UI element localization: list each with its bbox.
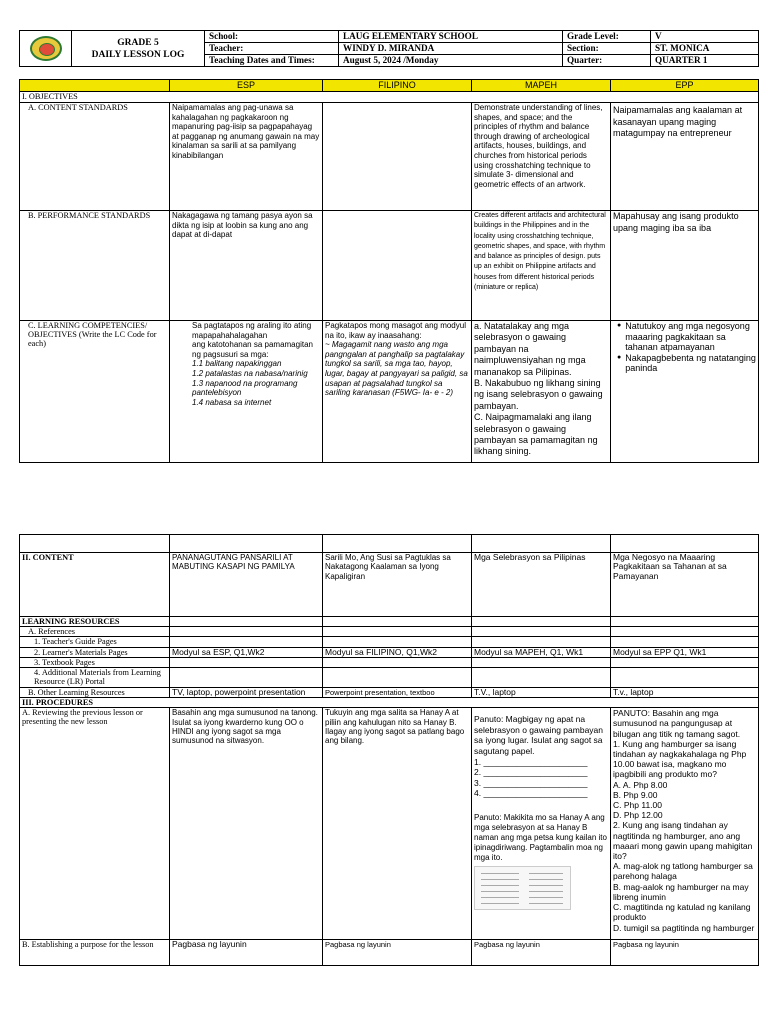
blank-cell [323, 617, 472, 627]
performance-standards-esp: Nakagagawa ng tamang pasya ayon sa dikta ng isip at loobin sa kung ano ang dapat at di-dapat [170, 211, 323, 321]
blank-cell [611, 627, 759, 637]
teacher-value: WINDY D. MIRANDA [339, 43, 563, 55]
performance-standards-label: B. PERFORMANCE STANDARDS [20, 211, 170, 321]
content-label: II. CONTENT [20, 553, 170, 617]
other-filipino: Powerpoint presentation, textboo [323, 687, 472, 697]
review-filipino: Tukuyin ang mga salita sa Hanay A at piliin ang kahulugan nito sa Hanay B. Ilagay ang iyong sagot sa patlang bago ang bilang. [323, 708, 472, 940]
blank-cell [611, 658, 759, 668]
epp-review-line: 2. Kung ang isang tindahan ay nagtitinda ng hamburger, ano ang maaari mong gawin upang mahigitan ito? [613, 820, 753, 862]
teacher-label: Teacher: [205, 43, 339, 55]
performance-standards-epp: Mapahusay ang isang produkto upang maging iba sa iba [611, 211, 759, 321]
mapeh-review-intro: Panuto: Magbigay ng apat na selebrasyon o gawaing pambayan sa iyong lugar. Isulat ang sagot sa sagutang papel. [474, 714, 604, 757]
blank-cell [472, 627, 611, 637]
dates-label: Teaching Dates and Times: [205, 55, 339, 67]
content-esp: PANANAGUTANG PANSARILI AT MABUTING KASAPI NG PAMILYA [170, 553, 323, 617]
blank-cell [611, 637, 759, 647]
bullet-icon: ● [617, 322, 622, 329]
epp-review-line: C. magtitinda ng katulad ng kanilang produkto [613, 902, 751, 923]
purpose-filipino: Pagbasa ng layunin [323, 940, 472, 966]
grade-label: Grade Level: [563, 31, 651, 43]
esp-competency-line: Sa pagtatapos ng araling ito ating mapapahahalagahan [192, 321, 312, 340]
blank-cell [323, 637, 472, 647]
bullet-icon: ● [617, 353, 622, 361]
school-logo-cell [20, 31, 72, 67]
review-esp: Basahin ang mga sumusunod na tanong. Isulat sa iyong kwarderno kung OO o HINDI ang iyong sagot sa mga sumusunod na sitwasyon. [170, 708, 323, 940]
epp-review-line: D. tumigil sa pagtitinda ng hamburger [613, 922, 755, 933]
resources-label: LEARNING RESOURCES [20, 617, 170, 627]
grade-value: V [651, 31, 759, 43]
lm-filipino: Modyul sa FILIPINO, Q1,Wk2 [323, 647, 472, 657]
blank-cell [323, 627, 472, 637]
mapeh-review-part2: Panuto: Makikita mo sa Hanay A ang mga selebrasyon at sa Hanay B naman ang mga petsa kung kailan ito ipinagdiriwang. Pagtambalin moa ng mga ito. [474, 812, 607, 862]
content-mapeh: Mga Selebrasyon sa Pilipinas [472, 553, 611, 617]
filipino-competency-body: ~ Magagamit nang wasto ang mga pangngalan at panghalip sa pagtalakay tungkol sa sarili, sa mga tao, hayop, lugar, bagay at pangyayari sa paligid, sa usapan at pagsalahad tungkol sa sariling karanasan (F5WG- Ia- e - 2) [325, 340, 468, 398]
esp-competency-line: 1.4 nabasa sa internet [192, 397, 272, 407]
objectives-table [19, 79, 759, 463]
section-label: Section: [563, 43, 651, 55]
epp-review-line: B. mag-aalok ng hamburger na may libreng inumin [613, 881, 749, 902]
content-standards-mapeh: Demonstrate understanding of lines, shapes, and space; and the principles of rhythm and balance through drawing of archeological artifacts, houses, buildings, and churches from historical periods using crosshatching technique to simulate 3- dimensional and geometric effects of an artwork. [472, 103, 611, 211]
quarter-label: Quarter: [563, 55, 651, 67]
purpose-label: B. Establishing a purpose for the lesson [20, 940, 170, 966]
review-epp [611, 708, 759, 940]
log-title: DAILY LESSON LOG [91, 49, 185, 60]
purpose-mapeh: Pagbasa ng layunin [472, 940, 611, 966]
corner-cell [20, 80, 170, 92]
col-header-filipino: FILIPINO [323, 80, 472, 92]
col-header-mapeh: MAPEH [472, 80, 611, 92]
epp-review-line: 1. Kung ang hamburger sa isang tindahan ay nagkakahalaga ng Php 10.00 bawat isa, magkano mo ipagbibili ang produkto mo? [613, 738, 747, 780]
competencies-mapeh [472, 321, 611, 463]
esp-competency-line: 1.1 balitang napakinggan [192, 359, 282, 369]
learners-materials-label: 2. Learner's Materials Pages [20, 647, 170, 657]
blank-cell [323, 658, 472, 668]
section-value: ST. MONICA [651, 43, 759, 55]
references-label: A. References [20, 627, 170, 637]
content-standards-epp: Naipamamalas ang kaalaman at kasanayan upang maging matagumpay na entrepreneur [611, 103, 759, 211]
review-mapeh [472, 708, 611, 940]
epp-bullet-text: Natutukoy ang mga negosyong maaaring pagkakitaan sa tahanan atpamayanan [625, 321, 750, 352]
blank-cell [472, 535, 611, 553]
procedures-label: III. PROCEDURES [20, 698, 759, 708]
teachers-guide-label: 1. Teacher's Guide Pages [20, 637, 170, 647]
blank-cell [611, 535, 759, 553]
other-esp: TV, laptop, powerpoint presentation [170, 687, 323, 697]
blank-cell [472, 658, 611, 668]
epp-review-line: A. mag-alok ng tatlong hamburger sa parehong halaga [613, 861, 753, 882]
other-mapeh: T.V., laptop [472, 687, 611, 697]
header-table [19, 30, 759, 67]
answer-blank: 1. ______________________ [474, 756, 588, 767]
blank-cell [170, 535, 323, 553]
col-header-esp: ESP [170, 80, 323, 92]
competencies-esp [170, 321, 323, 463]
blank-cell [323, 535, 472, 553]
mapeh-competency-line: C. Naipagmamalaki ang ilang selebrasyon o gawaing pambayan sa pamamagitan ng likhang sining. [474, 412, 598, 457]
content-epp: Mga Negosyo na Maaaring Pagkakitaan sa Tahanan at sa Pamayanan [611, 553, 759, 617]
lm-mapeh: Modyul sa MAPEH, Q1, Wk1 [472, 647, 611, 657]
blank-cell [170, 637, 323, 647]
blank-cell [472, 617, 611, 627]
other-epp: T.v., laptop [611, 687, 759, 697]
epp-bullet-item [617, 321, 756, 353]
blank-cell [323, 668, 472, 687]
blank-cell [611, 668, 759, 687]
epp-bullet-item [617, 353, 756, 374]
additional-materials-label: 4. Additional Materials from Learning Resource (LR) Portal [20, 668, 170, 687]
matching-table-thumbnail [474, 866, 571, 910]
epp-review-line: A. A. Php 8.00 [613, 779, 668, 790]
performance-standards-filipino [323, 211, 472, 321]
lm-esp: Modyul sa ESP, Q1,Wk2 [170, 647, 323, 657]
blank-cell [20, 535, 170, 553]
blank-cell [472, 637, 611, 647]
blank-cell [170, 617, 323, 627]
mapeh-competency-line: a. Natatalakay ang mga selebrasyon o gawaing pambayan na naimpluwensiyahan ng mga mananakop sa Pilipinas. [474, 321, 586, 377]
review-label: A. Reviewing the previous lesson or presenting the new lesson [20, 708, 170, 940]
blank-cell [611, 617, 759, 627]
purpose-esp: Pagbasa ng layunin [170, 940, 323, 966]
school-value: LAUG ELEMENTARY SCHOOL [339, 31, 563, 43]
lm-epp: Modyul sa EPP Q1, Wk1 [611, 647, 759, 657]
competencies-epp [611, 321, 759, 463]
content-standards-label: A. CONTENT STANDARDS [20, 103, 170, 211]
mapeh-competency-line: B. Nakabubuo ng likhang sining ng isang selebrasyon o gawaing pambayan. [474, 378, 603, 411]
epp-review-line: PANUTO: Basahin ang mga sumusunod na pangungusap at bilugan ang titik ng tamang sagot. [613, 708, 741, 739]
col-header-epp: EPP [611, 80, 759, 92]
blank-cell [170, 658, 323, 668]
esp-competency-line: ang katotohanan sa pamamagitan ng pagsusuri sa mga: [192, 340, 313, 359]
filipino-competency-intro: Pagkatapos mong masagot ang modyul na ito, ikaw ay inaasahang: [325, 321, 466, 340]
content-procedures-table [19, 534, 759, 966]
school-seal-icon [30, 36, 62, 61]
answer-blank: 2. ______________________ [474, 767, 588, 778]
performance-standards-mapeh: Creates different artifacts and architectural buildings in the Philippines and in the locality using crosshatching technique, geometric shapes, and space, with rhythm and balance as principles of design. puts up an exhibit on Philippine artifacts and houses from different historical periods (miniature or replica) [472, 211, 611, 321]
esp-competency-line: 1.3 napanood na programang pantelebisyon [192, 378, 298, 398]
other-resources-label: B. Other Learning Resources [20, 687, 170, 697]
textbook-label: 3. Textbook Pages [20, 658, 170, 668]
purpose-epp: Pagbasa ng layunin [611, 940, 759, 966]
blank-cell [170, 668, 323, 687]
quarter-value: QUARTER 1 [651, 55, 759, 67]
epp-bullet-text: Nakapagbebenta ng natatanging paninda [625, 352, 756, 373]
epp-review-line: C. Php 11.00 [613, 800, 662, 811]
esp-competency-line: 1.2 patalastas na nabasa/narinig [192, 368, 308, 378]
objectives-section-label: I. OBJECTIVES [20, 92, 759, 103]
competencies-filipino [323, 321, 472, 463]
school-label: School: [205, 31, 339, 43]
epp-review-line: B. Php 9.00 [613, 789, 658, 800]
dates-value: August 5, 2024 /Monday [339, 55, 563, 67]
competencies-label: C. LEARNING COMPETENCIES/ OBJECTIVES (Write the LC Code for each) [20, 321, 170, 463]
grade-title: GRADE 5 [117, 37, 159, 48]
blank-cell [170, 627, 323, 637]
content-standards-esp: Naipamamalas ang pag-unawa sa kahalagahan ng pagkakaroon ng mapanuring pag-iisip sa pagpapahayag at pagganap ng anumang gawain na may kinalaman sa sarili at sa pamilyang kinabibilangan [170, 103, 323, 211]
epp-review-line: D. Php 12.00 [613, 810, 663, 821]
answer-blank: 3. ______________________ [474, 777, 588, 788]
answer-blank: 4. ______________________ [474, 788, 588, 799]
content-filipino: Sarili Mo, Ang Susi sa Pagtuklas sa Nakatagong Kaalaman sa Iyong Kapaligiran [323, 553, 472, 617]
content-standards-filipino [323, 103, 472, 211]
blank-cell [472, 668, 611, 687]
lesson-log-title [72, 31, 205, 67]
